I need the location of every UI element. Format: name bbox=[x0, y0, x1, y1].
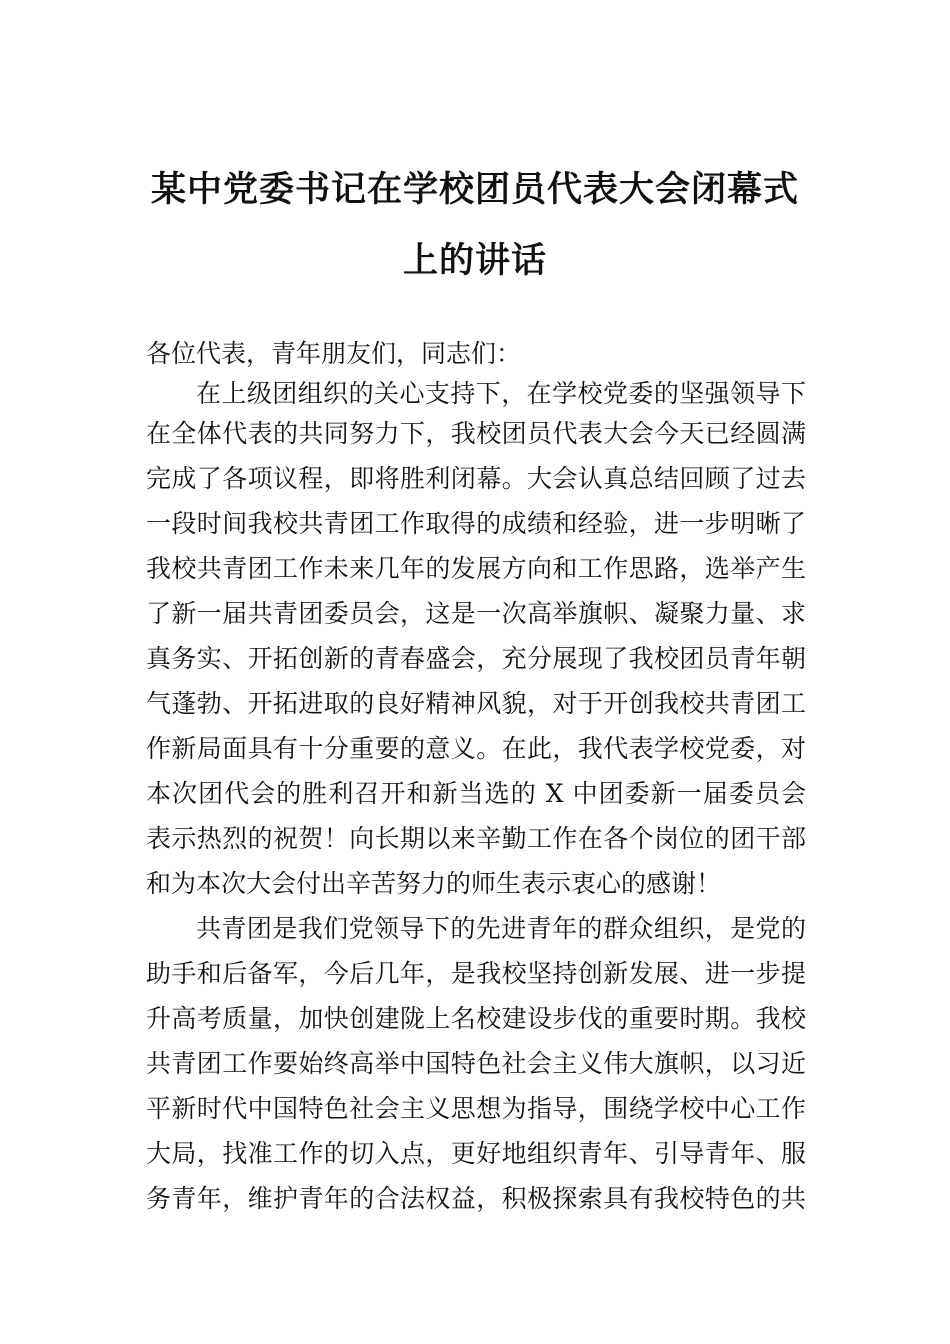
paragraph-line: 平新时代中国特色社会主义思想为指导，围绕学校中心工作 bbox=[146, 1094, 806, 1123]
paragraph-line: 本次团代会的胜利召开和新当选的 X 中团委新一届委员会 bbox=[146, 779, 806, 808]
paragraph-line: 作新局面具有十分重要的意义。在此，我代表学校党委，对 bbox=[146, 734, 806, 763]
paragraph-line: 助手和后备军，今后几年，是我校坚持创新发展、进一步提 bbox=[146, 959, 806, 988]
document-title-line-2: 上的讲话 bbox=[402, 240, 547, 281]
paragraph-line: 完成了各项议程，即将胜利闭幕。大会认真总结回顾了过去 bbox=[146, 464, 806, 493]
document-title-line-1: 某中党委书记在学校团员代表大会闭幕式 bbox=[150, 169, 799, 210]
paragraph-line: 在全体代表的共同努力下，我校团员代表大会今天已经圆满 bbox=[146, 419, 806, 448]
paragraph-line: 共青团工作要始终高举中国特色社会主义伟大旗帜，以习近 bbox=[146, 1049, 806, 1078]
paragraph-line: 了新一届共青团委员会，这是一次高举旗帜、凝聚力量、求 bbox=[146, 599, 806, 628]
paragraph-line: 表示热烈的祝贺！向长期以来辛勤工作在各个岗位的团干部 bbox=[146, 824, 806, 853]
paragraph-line: 真务实、开拓创新的青春盛会，充分展现了我校团员青年朝 bbox=[146, 644, 806, 673]
paragraph-line: 一段时间我校共青团工作取得的成绩和经验，进一步明晰了 bbox=[146, 509, 806, 538]
paragraph-line: 升高考质量，加快创建陇上名校建设步伐的重要时期。我校 bbox=[146, 1004, 806, 1033]
salutation: 各位代表，青年朋友们，同志们： bbox=[146, 339, 522, 368]
paragraph-line: 我校共青团工作未来几年的发展方向和工作思路，选举产生 bbox=[146, 554, 806, 583]
paragraph-line: 共青团是我们党领导下的先进青年的群众组织，是党的 bbox=[196, 914, 806, 943]
paragraph-line: 气蓬勃、开拓进取的良好精神风貌，对于开创我校共青团工 bbox=[146, 689, 806, 718]
paragraph-line: 务青年，维护青年的合法权益，积极探索具有我校特色的共 bbox=[146, 1184, 806, 1213]
paragraph-line: 大局，找准工作的切入点，更好地组织青年、引导青年、服 bbox=[146, 1139, 806, 1168]
paragraph-line: 和为本次大会付出辛苦努力的师生表示衷心的感谢！ bbox=[146, 869, 722, 898]
paragraph-line: 在上级团组织的关心支持下，在学校党委的坚强领导下 bbox=[196, 379, 806, 408]
